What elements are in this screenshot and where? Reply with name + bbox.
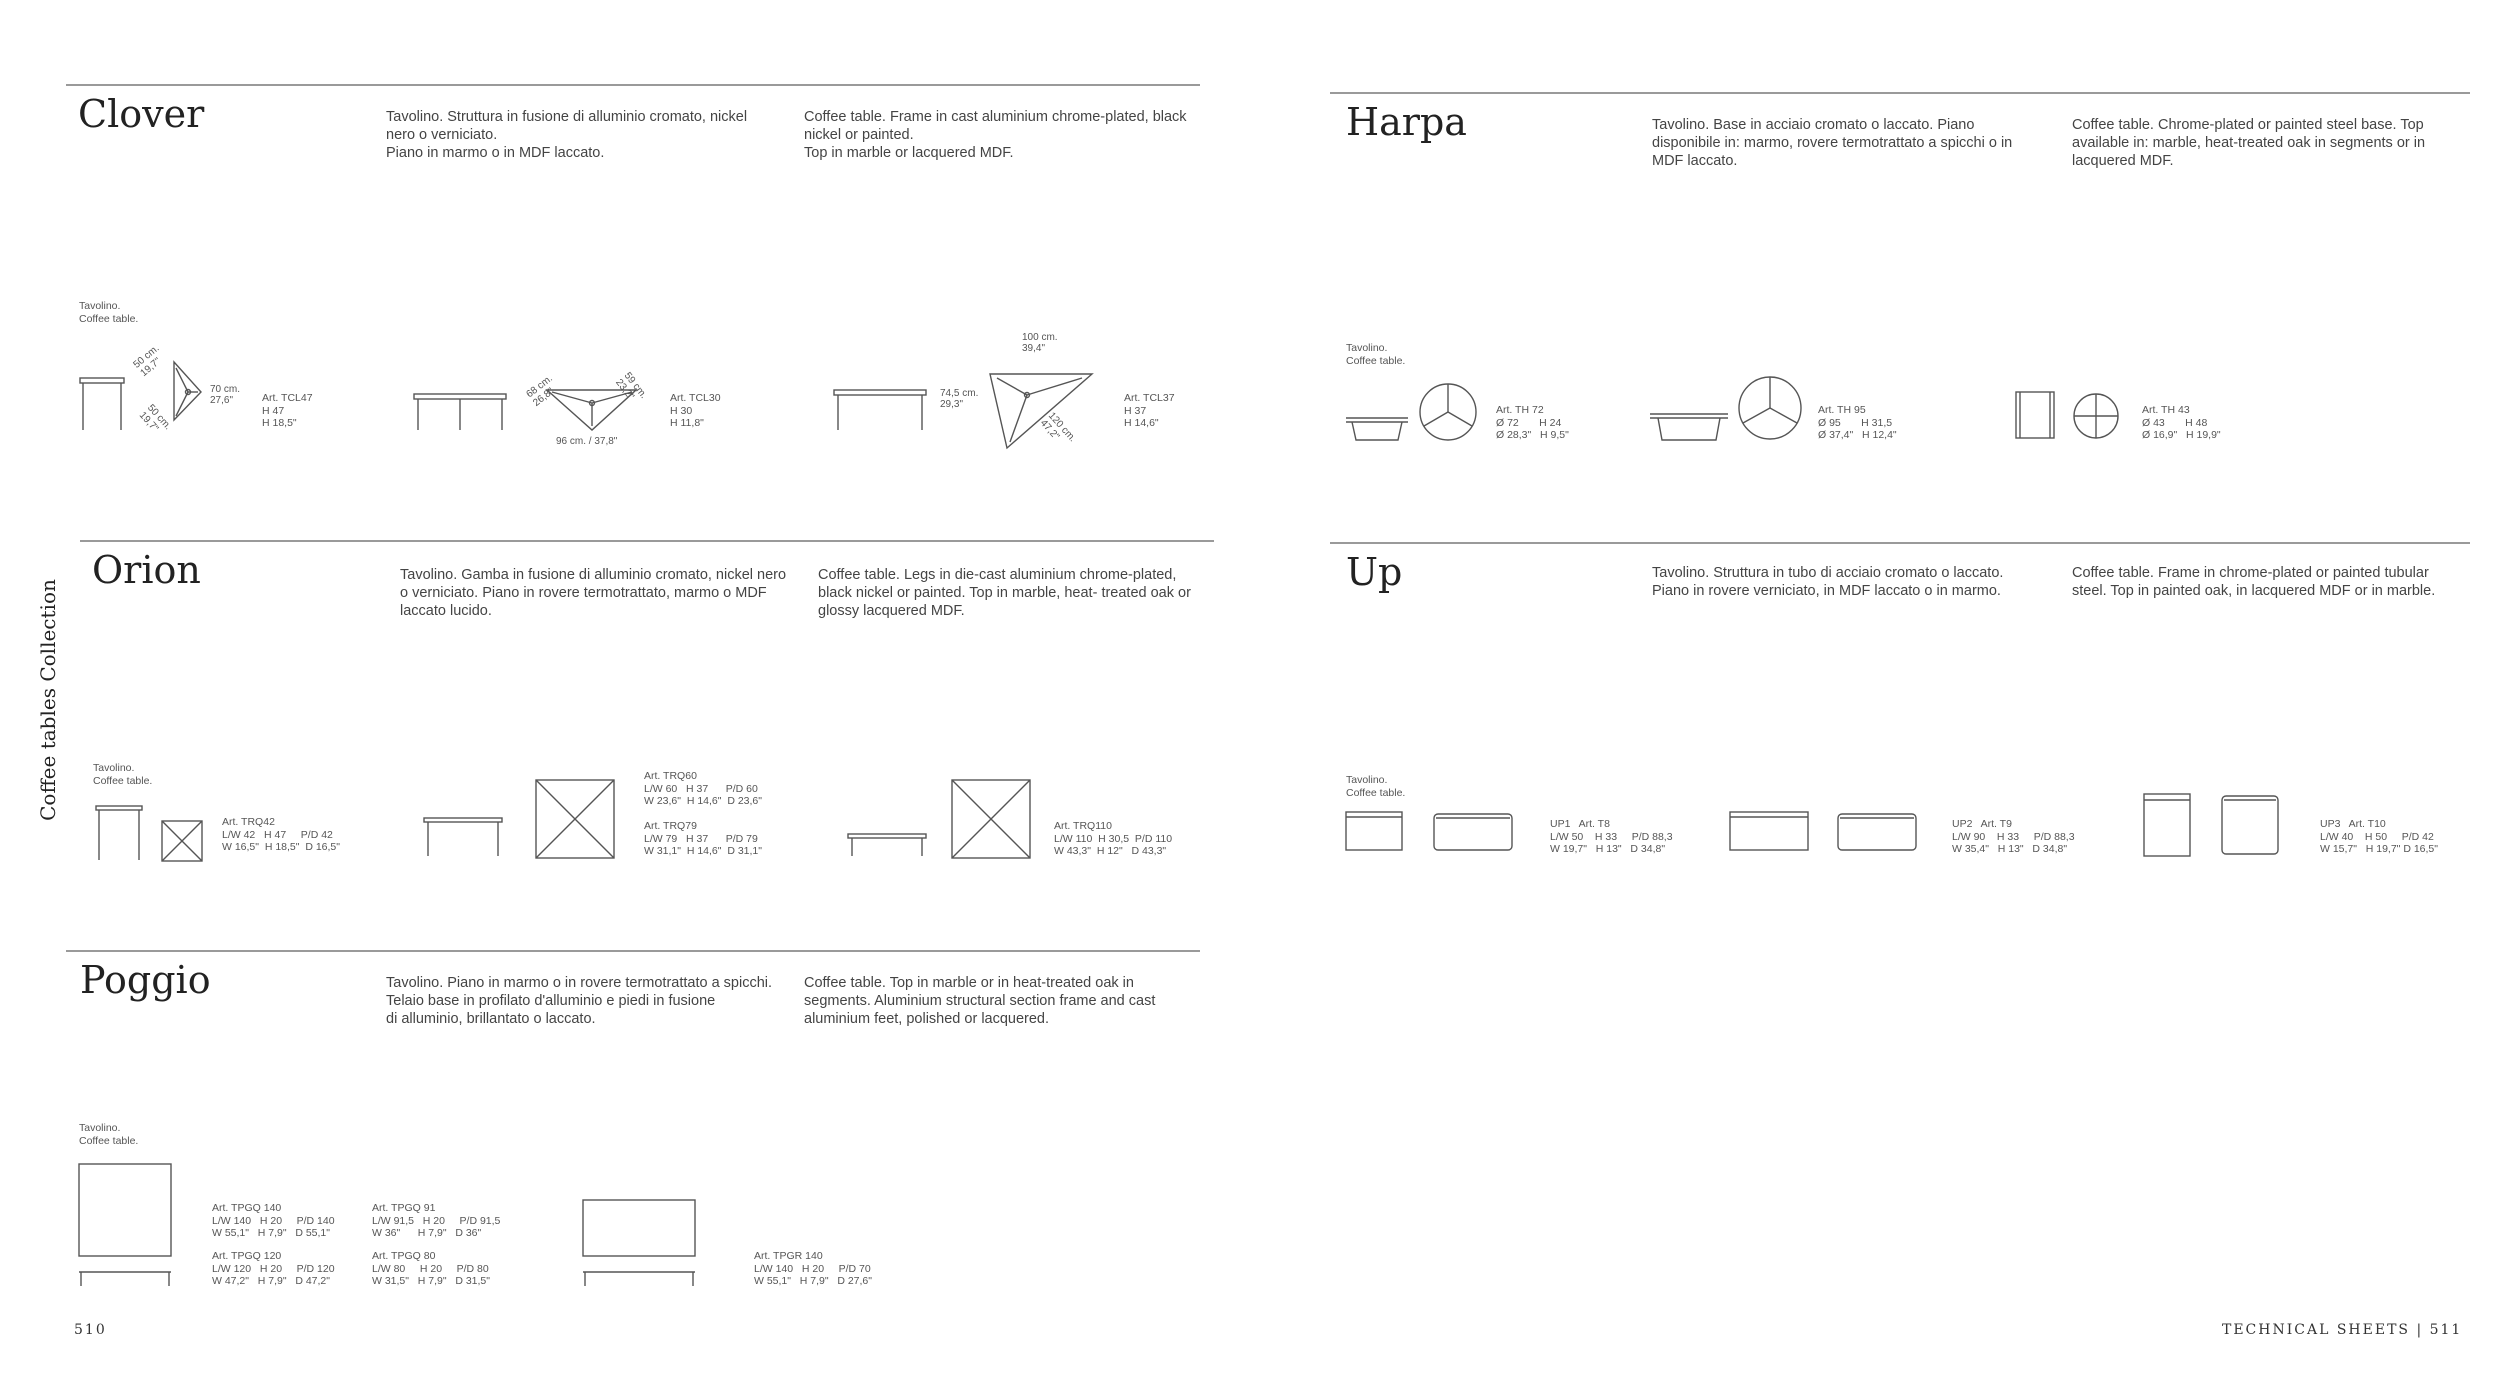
up-up3-drawing xyxy=(2140,792,2280,858)
clover-title: Clover xyxy=(78,92,205,136)
harpa-th72-spec: Art. TH 72 Ø 72 H 24 Ø 28,3" H 9,5" xyxy=(1496,404,1569,441)
harpa-th95-spec: Art. TH 95 Ø 95 H 31,5 Ø 37,4" H 12,4" xyxy=(1818,404,1897,441)
harpa-th43-spec: Art. TH 43 Ø 43 H 48 Ø 16,9" H 19,9" xyxy=(2142,404,2221,441)
harpa-th95-drawing xyxy=(1648,370,1828,450)
clover-tcl30-dim-a: 68 cm. 26,8" xyxy=(524,373,557,409)
clover-label: Tavolino. Coffee table. xyxy=(79,300,139,325)
clover-tcl47-dim-c: 50 cm. 19,7" xyxy=(136,402,174,435)
orion-trq110-spec: Art. TRQ110 L/W 110 H 30,5 P/D 110 W 43,3" H 12" D 43,3" xyxy=(1054,820,1173,857)
section-divider xyxy=(1330,92,2470,94)
poggio-tpgq-drawing xyxy=(76,1160,176,1290)
section-divider xyxy=(66,84,1200,86)
up-up1-spec: UP1 Art. T8 L/W 50 H 33 P/D 88,3 W 19,7" H 13" D 34,8" xyxy=(1550,818,1673,855)
section-divider xyxy=(80,540,1214,542)
orion-trq60-79-drawing xyxy=(420,776,620,866)
up-up3-spec: UP3 Art. T10 L/W 40 H 50 P/D 42 W 15,7" H 19,7" D 16,5" xyxy=(2320,818,2438,855)
harpa-desc-it: Tavolino. Base in acciaio cromato o laccato. Piano disponibile in: marmo, rovere termotrattato a spicchi o in MDF laccato. xyxy=(1652,117,2013,169)
poggio-label: Tavolino. Coffee table. xyxy=(79,1122,139,1147)
section-divider xyxy=(1330,542,2470,544)
poggio-tpgq80-spec: Art. TPGQ 80 L/W 80 H 20 P/D 80 W 31,5" H 7,9" D 31,5" xyxy=(372,1250,490,1287)
clover-desc-en: Coffee table. Frame in cast aluminium chrome-plated, black nickel or painted. Top in marble or lacquered MDF. xyxy=(804,109,1187,161)
orion-trq42-drawing xyxy=(94,800,214,864)
clover-tcl37-dim-a: 100 cm. 39,4" xyxy=(1022,332,1058,354)
poggio-desc-it: Tavolino. Piano in marmo o in rovere termotrattato a spicchi. Telaio base in profilato d'alluminio e piedi in fusione di alluminio, brillantato o laccato. xyxy=(386,975,773,1027)
clover-tcl47-dim-b: 70 cm. 27,6" xyxy=(210,384,241,406)
orion-trq79-spec: Art. TRQ79 L/W 79 H 37 P/D 79 W 31,1" H 14,6" D 31,1" xyxy=(644,820,762,857)
page-number-right: TECHNICAL SHEETS | 511 xyxy=(2222,1322,2463,1338)
page-number-left: 510 xyxy=(74,1322,107,1338)
up-title: Up xyxy=(1346,550,1403,594)
section-divider xyxy=(66,950,1200,952)
poggio-desc-en: Coffee table. Top in marble or in heat-treated oak in segments. Aluminium structural section frame and cast aluminium feet, polished or lacquered. xyxy=(804,975,1156,1027)
harpa-desc-en: Coffee table. Chrome-plated or painted steel base. Top available in: marble, heat-treated oak in segments or in lacquered MDF. xyxy=(2072,117,2426,169)
poggio-tpgq120-spec: Art. TPGQ 120 L/W 120 H 20 P/D 120 W 47,2" H 7,9" D 47,2" xyxy=(212,1250,335,1287)
harpa-label: Tavolino. Coffee table. xyxy=(1346,342,1406,367)
clover-tcl30-dim-c: 96 cm. / 37,8" xyxy=(556,436,618,447)
orion-trq60-spec: Art. TRQ60 L/W 60 H 37 P/D 60 W 23,6" H 14,6" D 23,6" xyxy=(644,770,762,807)
harpa-title: Harpa xyxy=(1346,100,1467,144)
poggio-tpgq91-spec: Art. TPGQ 91 L/W 91,5 H 20 P/D 91,5 W 36" H 7,9" D 36" xyxy=(372,1202,501,1239)
orion-desc-it: Tavolino. Gamba in fusione di alluminio cromato, nickel nero o verniciato. Piano in rovere termotrattato, marmo o MDF laccato lucido. xyxy=(400,567,787,619)
up-desc-en: Coffee table. Frame in chrome-plated or painted tubular steel. Top in painted oak, in lacquered MDF or in marble. xyxy=(2072,565,2436,599)
up-up1-drawing xyxy=(1344,808,1524,858)
orion-trq42-spec: Art. TRQ42 L/W 42 H 47 P/D 42 W 16,5" H 18,5" D 16,5" xyxy=(222,816,340,853)
orion-title: Orion xyxy=(92,548,201,592)
clover-tcl37-spec: Art. TCL37 H 37 H 14,6" xyxy=(1124,392,1175,429)
up-label: Tavolino. Coffee table. xyxy=(1346,774,1406,799)
orion-trq110-drawing xyxy=(846,776,1046,866)
up-up2-drawing xyxy=(1726,808,1926,858)
clover-tcl37-dim-b: 74,5 cm. 29,3" xyxy=(940,388,979,410)
harpa-th72-drawing xyxy=(1344,376,1484,446)
poggio-title: Poggio xyxy=(80,958,211,1002)
clover-tcl47-dim-a: 50 cm. 19,7" xyxy=(131,342,164,380)
clover-tcl47-spec: Art. TCL47 H 47 H 18,5" xyxy=(262,392,313,429)
poggio-tpgr140-spec: Art. TPGR 140 L/W 140 H 20 P/D 70 W 55,1" H 7,9" D 27,6" xyxy=(754,1250,872,1287)
poggio-tpgq140-spec: Art. TPGQ 140 L/W 140 H 20 P/D 140 W 55,1" H 7,9" D 55,1" xyxy=(212,1202,335,1239)
orion-desc-en: Coffee table. Legs in die-cast aluminium chrome-plated, black nickel or painted. Top in marble, heat- treated oak or glossy lacquered MDF. xyxy=(818,567,1191,619)
clover-tcl30-spec: Art. TCL30 H 30 H 11,8" xyxy=(670,392,721,429)
up-up2-spec: UP2 Art. T9 L/W 90 H 33 P/D 88,3 W 35,4" H 13" D 34,8" xyxy=(1952,818,2075,855)
harpa-th43-drawing xyxy=(2014,388,2134,444)
orion-label: Tavolino. Coffee table. xyxy=(93,762,153,787)
clover-tcl37-dim-c: 120 cm. 47,2" xyxy=(1037,410,1078,445)
up-desc-it: Tavolino. Struttura in tubo di acciaio cromato o laccato. Piano in rovere verniciato, in MDF laccato o in marmo. xyxy=(1652,565,2004,599)
poggio-tpgr140-drawing xyxy=(580,1196,700,1290)
clover-tcl30-dim-b: 59 cm. 23,2" xyxy=(613,370,649,403)
side-collection-title: Coffee tables Collection xyxy=(36,579,60,821)
clover-desc-it: Tavolino. Struttura in fusione di alluminio cromato, nickel nero o verniciato. Piano in marmo o in MDF laccato. xyxy=(386,109,748,161)
